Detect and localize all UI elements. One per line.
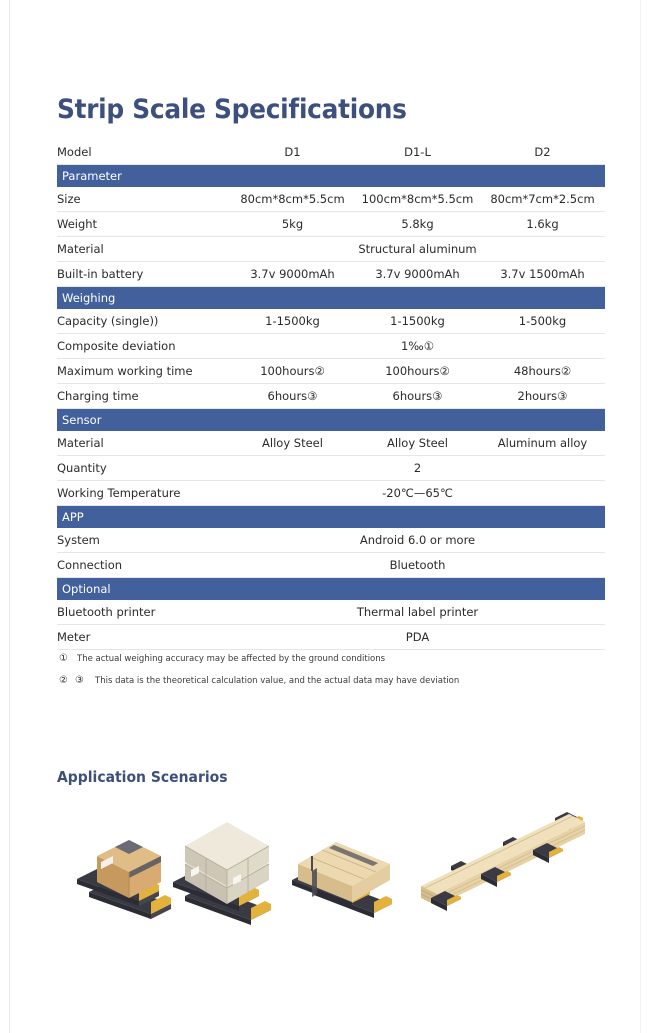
row-value: 100hours②: [355, 359, 480, 384]
row-label: Working Temperature: [57, 481, 230, 506]
table-row: [57, 481, 605, 506]
stacked-pallet-on-strip-scale-icon: [167, 818, 287, 926]
row-label: Weight: [57, 212, 230, 237]
row-label: Size: [57, 187, 230, 212]
row-value: 3.7v 9000mAh: [355, 262, 480, 287]
table-row: [57, 309, 605, 334]
row-merged-value: 2: [230, 456, 605, 481]
row-label: Model: [57, 140, 230, 165]
table-row: [57, 600, 605, 625]
table-row: [57, 237, 605, 262]
footnotes: [59, 648, 605, 692]
row-value: 3.7v 9000mAh: [230, 262, 355, 287]
scenario-stacked-pallet-on-strip-scale: [167, 818, 287, 930]
section-header-row: [57, 409, 605, 432]
section-header-row: [57, 506, 605, 529]
column-header-1: D1: [230, 140, 355, 165]
table-row: [57, 384, 605, 409]
footnote-text: The actual weighing accuracy may be affected by the ground conditions: [77, 654, 386, 664]
table-row-model: [57, 140, 605, 165]
row-label: Charging time: [57, 384, 230, 409]
section-header-row: [57, 578, 605, 601]
row-label: Connection: [57, 553, 230, 578]
scenario-long-timber-beam-on-strip-scales: [407, 808, 597, 924]
row-value: 5.8kg: [355, 212, 480, 237]
row-value: 1-1500kg: [230, 309, 355, 334]
footnote-marker: ①: [59, 653, 68, 664]
table-row: [57, 262, 605, 287]
row-label: Bluetooth printer: [57, 600, 230, 625]
row-value: 6hours③: [355, 384, 480, 409]
column-header-3: D2: [480, 140, 605, 165]
table-row: [57, 553, 605, 578]
row-label: Composite deviation: [57, 334, 230, 359]
application-scenarios: [55, 812, 605, 927]
page-right-gutter: [640, 0, 650, 1033]
row-value: 100cm*8cm*5.5cm: [355, 187, 480, 212]
row-label: Built-in battery: [57, 262, 230, 287]
section-title: Parameter: [57, 165, 605, 188]
footnote-text: This data is the theoretical calculation value, and the actual data may have deviation: [95, 676, 460, 686]
row-value: 1-500kg: [480, 309, 605, 334]
row-value: Alloy Steel: [355, 431, 480, 456]
table-row: [57, 334, 605, 359]
table-row: [57, 528, 605, 553]
specifications-table: [57, 140, 605, 650]
long-timber-beam-on-strip-scales-icon: [407, 808, 597, 920]
table-row: [57, 431, 605, 456]
row-merged-value: PDA: [230, 625, 605, 650]
section-title: Weighing: [57, 287, 605, 310]
row-value: 80cm*8cm*5.5cm: [230, 187, 355, 212]
row-label: Quantity: [57, 456, 230, 481]
row-value: 100hours②: [230, 359, 355, 384]
row-value: Alloy Steel: [230, 431, 355, 456]
footnote-line: [59, 648, 605, 670]
row-label: Capacity (single)): [57, 309, 230, 334]
section-title: Optional: [57, 578, 605, 601]
row-merged-value: Android 6.0 or more: [230, 528, 605, 553]
row-merged-value: 1‰①: [230, 334, 605, 359]
footnote-line: [59, 670, 605, 692]
row-value: Aluminum alloy: [480, 431, 605, 456]
table-row: [57, 359, 605, 384]
row-label: Material: [57, 431, 230, 456]
table-row: [57, 456, 605, 481]
row-merged-value: -20℃—65℃: [230, 481, 605, 506]
row-value: 80cm*7cm*2.5cm: [480, 187, 605, 212]
page-left-gutter: [0, 0, 10, 1033]
row-value: 48hours②: [480, 359, 605, 384]
scenarios-title: Application Scenarios: [57, 768, 228, 786]
table-row: [57, 625, 605, 650]
row-merged-value: Structural aluminum: [230, 237, 605, 262]
row-label: System: [57, 528, 230, 553]
section-title: APP: [57, 506, 605, 529]
scenario-lumber-bundle-on-strip-scale: [288, 830, 408, 924]
row-merged-value: Thermal label printer: [230, 600, 605, 625]
row-value: 2hours③: [480, 384, 605, 409]
table-row: [57, 187, 605, 212]
table-row: [57, 212, 605, 237]
row-label: Maximum working time: [57, 359, 230, 384]
row-value: 6hours③: [230, 384, 355, 409]
row-value: 5kg: [230, 212, 355, 237]
row-value: 1.6kg: [480, 212, 605, 237]
row-value: 1-1500kg: [355, 309, 480, 334]
row-label: Material: [57, 237, 230, 262]
page-title: Strip Scale Specifications: [57, 94, 407, 125]
footnote-marker: ②: [59, 675, 68, 686]
section-header-row: [57, 287, 605, 310]
section-header-row: [57, 165, 605, 188]
row-label: Meter: [57, 625, 230, 650]
lumber-bundle-on-strip-scale-icon: [288, 830, 408, 920]
row-value: 3.7v 1500mAh: [480, 262, 605, 287]
section-title: Sensor: [57, 409, 605, 432]
column-header-2: D1-L: [355, 140, 480, 165]
footnote-marker: ③: [75, 675, 84, 686]
row-merged-value: Bluetooth: [230, 553, 605, 578]
